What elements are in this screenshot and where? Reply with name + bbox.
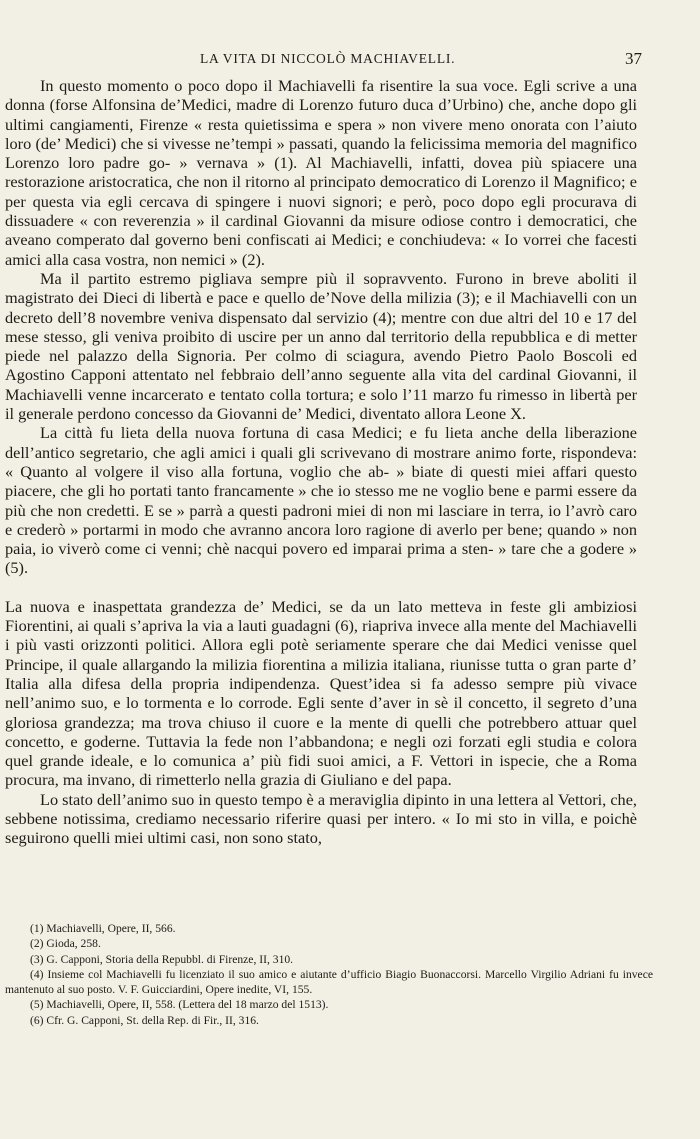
footnote-3: (3) G. Capponi, Storia della Repubbl. di Firenze, II, 310. xyxy=(30,952,294,966)
running-title: LA VITA DI NICCOLÒ MACHIAVELLI. xyxy=(200,51,456,66)
footnote-1: (1) Machiavelli, Opere, II, 566. xyxy=(30,922,176,935)
paragraph-alfonsina-letter: In questo momento o poco dopo il Machiavelli fa risentire la sua voce. Egli scrive a una donna (forse Alfonsina de’Medici, madre di Lorenzo futuro duca d’Urbino) che, anche dopo gli ultimi cangiamenti, Firenze « resta quietissima e spera » non vivere meno onorata con l’aiuto loro (de’ Medici) che si vivesse ne’tempi » passati, quando la felicissima memoria del magnifico Lorenzo loro padre go- » vernava » (1). Al Machiavelli, infatti, dovea più spiacere una restorazione aristocratica, che non il ritorno al principato democratico di Lorenzo il Magnifico; e per questa via egli cercava di spingere i nuovi signori; e però, poco dopo egli procurava di dissuadere « con reverenzia » il cardinal Giovanni da misure odiose contro i democratici, che aveano comperato dal governo beni confiscati ai Medici; e conchiudeva: « Io vorrei che facesti amici alla casa vostra, non nemici » (2). xyxy=(5,76,637,269)
footnote-5: (5) Machiavelli, Opere, II, 558. (Lettera del 18 marzo del 1513). xyxy=(30,998,329,1012)
paragraph-citta-lieta: La città fu lieta della nuova fortuna di casa Medici; e fu lieta anche della liberazione dell’antico segretario, che agli amici i quali gli scrivevano di mostrare animo forte, rispondeva: « Quanto al volgere il viso alla fortuna, voglio che ab- » biate di questi miei affari questo piacere, che gli ho portati tanto francamente » che io stesso me ne voglio bene e parmi essere da più che non credetti. E se » parrà a questi padroni miei di non mi lasciare in terra, io l’avrò caro e crederò » portarmi in modo che avranno ancora loro ragione di averlo per bene; quando » non paia, io viverò come ci venni; chè nacqui povero ed imparai prima a sten- » tare che a godere » (5). xyxy=(5,423,637,578)
paragraph-grandezza-medici: La nuova e inaspettata grandezza de’ Medici, se da un lato metteva in feste gli ambiziosi Fiorentini, ai quali s’apriva la via a lauti guadagni (6), riapriva invece alla mente del Machiavelli i più vasti orizzonti politici. Allora egli potè seriamente sperare che dai Medici venisse quel Principe, il quale allargando la milizia fiorentina a milizia italiana, riunisse tutta o gran parte d’ Italia alla difesa della propria indipendenza. Quest’idea si fa adesso sempre più vivace nell’animo suo, e lo tormenta e lo corrode. Egli sente d’aver in sè il concetto, il segreto d’una gloriosa grandezza; ma trova chiuso il cuore e la mente di quelli che potrebbero attuar quel concetto, e goderne. Tuttavia la fede non l’abbandona; e negli ozi forzati egli studia e colora quel grande ideale, e lo comunica a’ più fidi suoi amici, a F. Vettori in ispecie, che a Roma procura, ma invano, di rimetterlo nella grazia di Giuliano e del papa. xyxy=(5,596,637,790)
paragraph-partito-estremo: Ma il partito estremo pigliava sempre più il sopravvento. Furono in breve aboliti il magistrato dei Dieci di libertà e pace e quello de’Nove della milizia (3); e il Machiavelli con un decreto dell’8 novembre veniva dispensato dal servizio (4); mentre con due altri del 10 e 17 del mese stesso, gli veniva proibito di uscire per un anno dal territorio della repubblica e di metter piede nel palazzo della Signoria. Per colmo di sciagura, avendo Pietro Paolo Boscoli ed Agostino Capponi attentato nel febbraio dell’anno seguente alla vita del cardinal Giovanni, il Machiavelli venne incarcerato e tentato colla tortura; e solo l’11 marzo fu rimesso in libertà per il generale perdono concesso da Giovanni de’ Medici, diventato allora Leone X. xyxy=(5,268,637,424)
running-head xyxy=(0,51,700,73)
footnote-6: (6) Cfr. G. Capponi, St. della Rep. di Fir., II, 316. xyxy=(30,1013,259,1027)
footnote-4: (4) Insieme col Machiavelli fu licenziato il suo amico e aiutante d’ufficio Biagio Buonaccorsi. Marcello Virgilio Adriani fu invece mantenuto al suo posto. V. F. Guicciardini, Opere inedite, VI, 155. xyxy=(5,967,653,997)
body-text xyxy=(5,76,637,848)
footnote-2: (2) Gioda, 258. xyxy=(30,937,101,951)
page-number: 37 xyxy=(625,49,642,68)
paragraph-lettera-vettori: Lo stato dell’animo suo in questo tempo è a meraviglia dipinto in una lettera al Vettori, che, sebbene notissima, crediamo necessario riferire quasi per intero. « Io mi sto in villa, e poichè seguirono quelli miei ultimi casi, non sono stato, xyxy=(5,789,637,848)
footnotes xyxy=(5,921,653,1028)
